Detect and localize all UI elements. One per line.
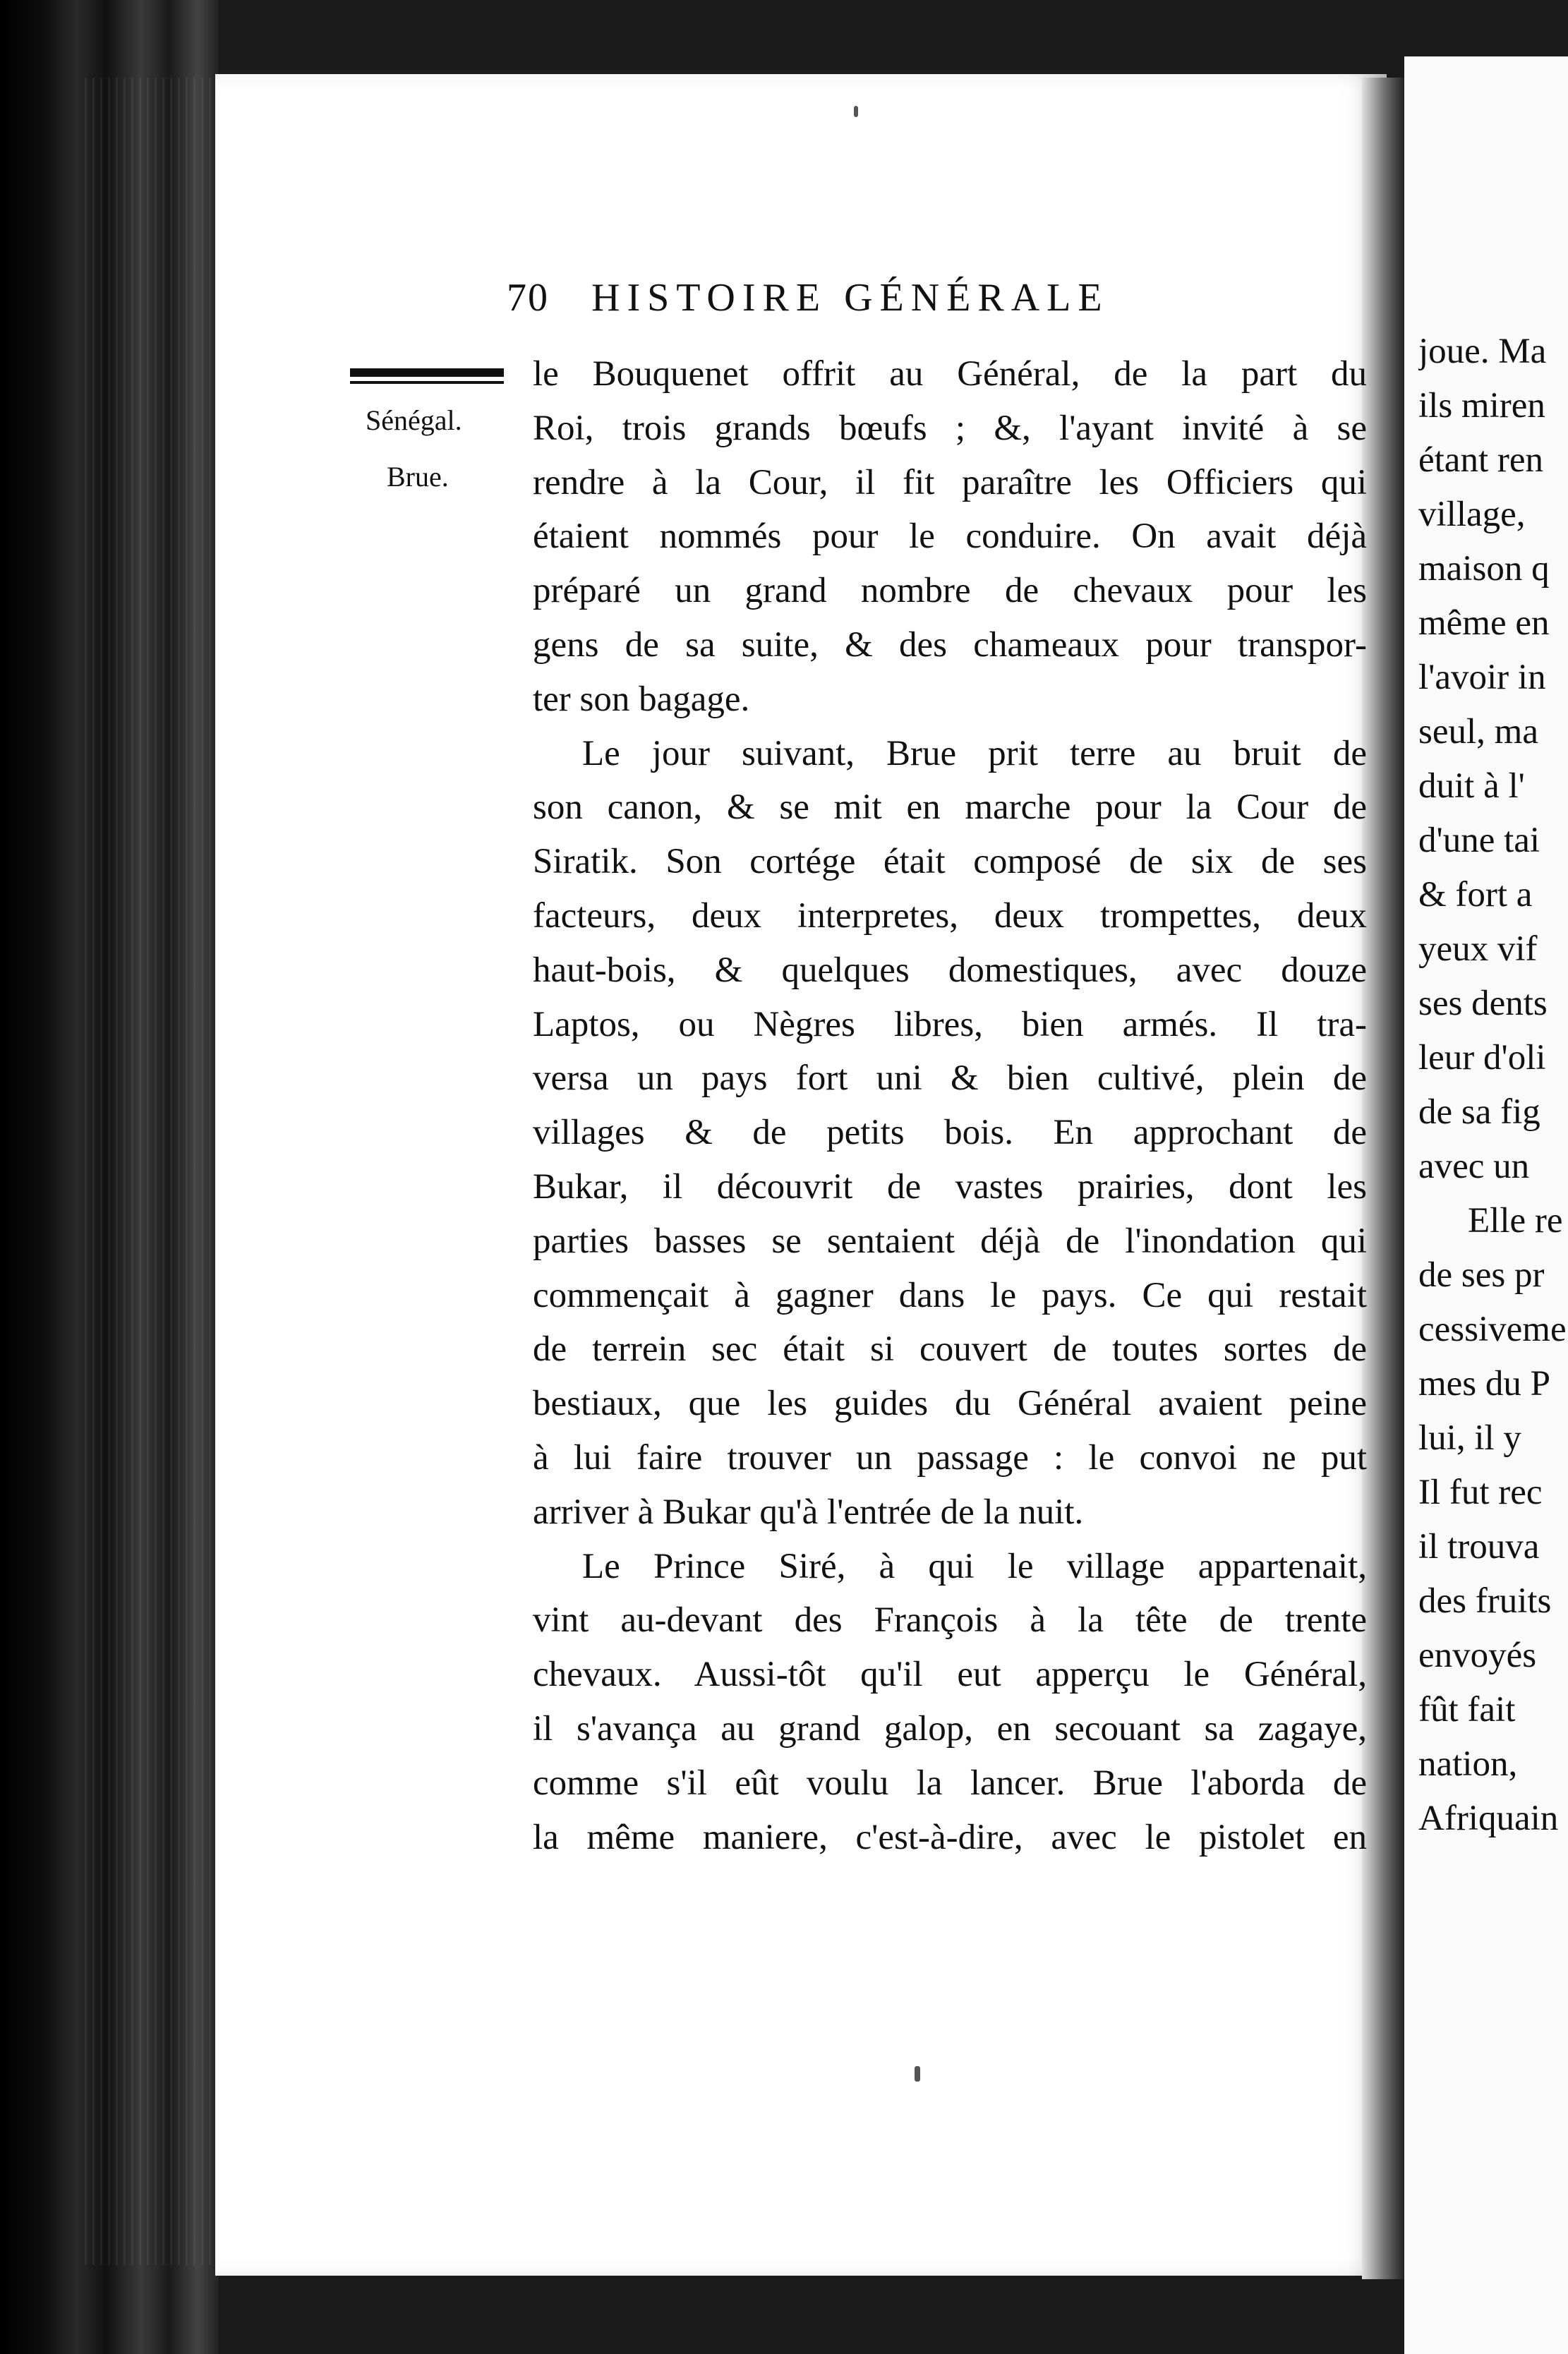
margin-note-senegal: Sénégal. bbox=[366, 404, 462, 436]
text-line: à lui faire trouver un passage : le convoi ne put bbox=[533, 1437, 1367, 1478]
facing-line: village, bbox=[1418, 495, 1526, 534]
text-line: la même maniere, c'est-à-dire, avec le pistolet en bbox=[533, 1817, 1367, 1857]
text-line: préparé un grand nombre de chevaux pour les bbox=[533, 571, 1367, 611]
facing-line: d'une tai bbox=[1418, 821, 1540, 860]
body-text bbox=[533, 347, 1367, 1864]
text-line: villages & de petits bois. En approchant de bbox=[533, 1113, 1367, 1153]
text-line: Roi, trois grands bœufs ; &, l'ayant invité à se bbox=[533, 408, 1367, 448]
text-line: le Bouquenet offrit au Général, de la part du bbox=[533, 354, 1367, 394]
text-line: bestiaux, que les guides du Général avaient peine bbox=[533, 1384, 1367, 1424]
running-head-title: HISTOIRE GÉNÉRALE bbox=[591, 276, 1109, 320]
facing-line: fût fait bbox=[1418, 1690, 1516, 1730]
facing-line: de sa fig bbox=[1418, 1092, 1540, 1132]
paper-fleck bbox=[915, 2066, 920, 2082]
text-line: commençait à gagner dans le pays. Ce qui restait bbox=[533, 1275, 1367, 1315]
text-line: vint au-devant des François à la tête de trente bbox=[533, 1600, 1367, 1641]
facing-page-text bbox=[1418, 325, 1567, 1846]
text-line: parties basses se sentaient déjà de l'inondation qui bbox=[533, 1221, 1367, 1261]
facing-line: leur d'oli bbox=[1418, 1038, 1546, 1078]
facing-line: maison q bbox=[1418, 549, 1550, 588]
text-line: il s'avança au grand galop, en secouant sa zagaye, bbox=[533, 1708, 1367, 1749]
facing-line: duit à l' bbox=[1418, 766, 1525, 806]
text-line: étaient nommés pour le conduire. On avait déjà bbox=[533, 517, 1367, 557]
paper-fleck bbox=[854, 106, 858, 117]
text-line: Le jour suivant, Brue prit terre au bruit de bbox=[582, 733, 1367, 773]
text-line: haut-bois, & quelques domestiques, avec douze bbox=[533, 950, 1367, 990]
binding-texture bbox=[85, 78, 212, 2265]
facing-line: de ses pr bbox=[1418, 1255, 1545, 1295]
facing-line: Il fut rec bbox=[1418, 1473, 1543, 1512]
text-line: de terrein sec était si couvert de toutes sortes de bbox=[533, 1329, 1367, 1370]
text-line: son canon, & se mit en marche pour la Cour de bbox=[533, 787, 1367, 828]
text-line: arriver à Bukar qu'à l'entrée de la nuit. bbox=[533, 1492, 1084, 1532]
facing-line: ils miren bbox=[1418, 386, 1545, 425]
margin-note-brue: Brue. bbox=[387, 461, 449, 493]
facing-line: joue. Ma bbox=[1418, 332, 1547, 371]
facing-line: ses dents bbox=[1418, 984, 1548, 1023]
facing-line: seul, ma bbox=[1418, 712, 1538, 752]
page-number: 70 bbox=[507, 276, 549, 320]
margin-rule-thin bbox=[350, 381, 504, 384]
margin-rule bbox=[350, 368, 504, 377]
facing-line: l'avoir in bbox=[1418, 658, 1546, 697]
facing-line: même en bbox=[1418, 603, 1550, 643]
facing-line: il trouva bbox=[1418, 1527, 1540, 1567]
text-line: Le Prince Siré, à qui le village appartenait, bbox=[582, 1546, 1367, 1586]
facing-line: & fort a bbox=[1418, 875, 1533, 915]
facing-line: Elle re bbox=[1468, 1201, 1563, 1241]
facing-line: mes du P bbox=[1418, 1364, 1551, 1404]
text-line: versa un pays fort uni & bien cultivé, plein de bbox=[533, 1058, 1367, 1099]
text-line: chevaux. Aussi-tôt qu'il eut apperçu le Général, bbox=[533, 1655, 1367, 1695]
facing-line: cessiveme bbox=[1418, 1310, 1567, 1349]
text-line: rendre à la Cour, il fit paraître les Officiers qui bbox=[533, 462, 1367, 502]
text-line: Siratik. Son cortége était composé de six de ses bbox=[533, 842, 1367, 882]
facing-line: Afriquain bbox=[1418, 1799, 1559, 1838]
facing-line: envoyés bbox=[1418, 1636, 1537, 1675]
text-line: facteurs, deux interpretes, deux trompettes, deux bbox=[533, 895, 1367, 936]
facing-line: des fruits bbox=[1418, 1581, 1552, 1621]
text-line: Laptos, ou Nègres libres, bien armés. Il tra- bbox=[533, 1004, 1367, 1044]
running-header bbox=[507, 275, 1353, 339]
text-line: comme s'il eût voulu la lancer. Brue l'aborda de bbox=[533, 1763, 1367, 1803]
facing-line: avec un bbox=[1418, 1147, 1530, 1186]
facing-line: yeux vif bbox=[1418, 929, 1538, 969]
text-line: ter son bagage. bbox=[533, 679, 750, 719]
text-line: Bukar, il découvrit de vastes prairies, dont les bbox=[533, 1166, 1367, 1207]
text-line: gens de sa suite, & des chameaux pour transpor- bbox=[533, 624, 1367, 665]
facing-line: étant ren bbox=[1418, 440, 1543, 480]
facing-line: lui, il y bbox=[1418, 1418, 1521, 1458]
facing-line: nation, bbox=[1418, 1744, 1518, 1784]
